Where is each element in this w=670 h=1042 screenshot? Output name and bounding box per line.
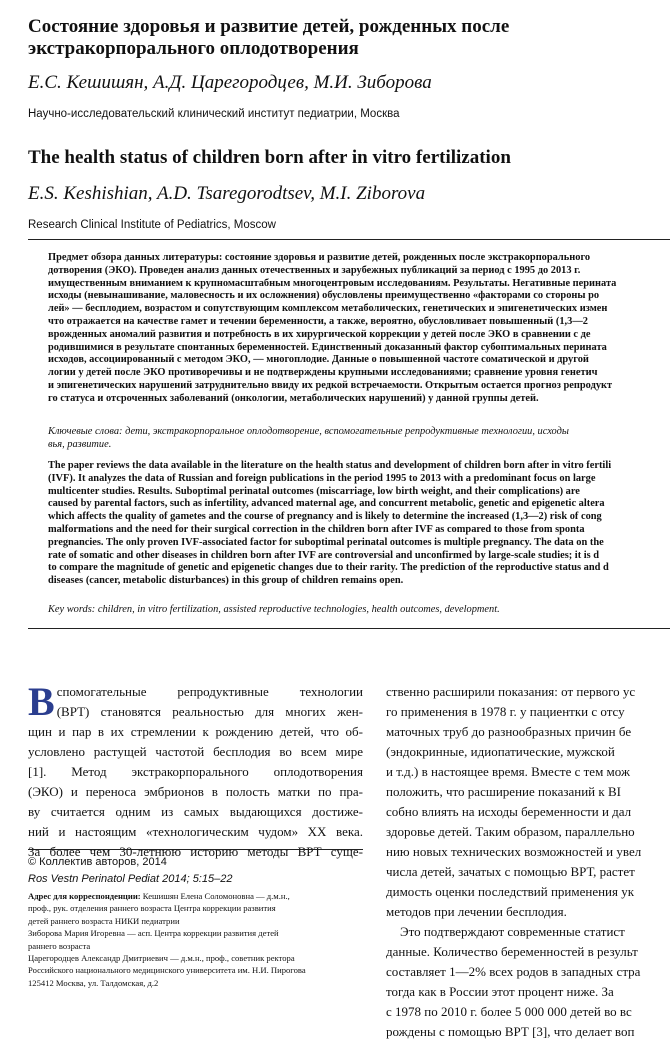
abstract-en-line: malformations and the need for their surgical correction in the children born after IVF as compared to those from sponta: [48, 523, 585, 535]
body-column-right: [386, 682, 670, 1042]
abstract-en-line: to compare the magnitude of genetic and epigenetic changes due to their rarity. The prediction of the reproductive status and d: [48, 562, 609, 574]
abstract-ru-line: имущественным вниманием к крупномасштабным многоцентровым исследованиям. Результаты. Негативные перината: [48, 277, 617, 289]
abstract-ru-line: лей» — бесплодием, возрастом и сопутствующим комплексом метаболических, генетических и эпигенетических измен: [48, 303, 608, 315]
body-line: ний и настоящим «технологическим чудом» XX века.: [28, 824, 363, 839]
footnote-line: детей раннего возраста НИКИ педиатрии: [28, 915, 180, 926]
body-line: [1]. Метод экстракорпорального оплодотворения: [28, 764, 363, 779]
abstract-ru-line: логии у детей после ЭКО противоречивы и не подтверждены крупными исследованиями; сравнение уровня генетич: [48, 367, 598, 379]
body-line: ву считается одним из самых выдающихся достиже-: [28, 804, 363, 819]
abstract-en-line: caused by parental factors, such as infertility, advanced maternal age, and concurrent metabolic, genetic and epigenetic altera: [48, 498, 605, 510]
footnote-line: раннего возраста: [28, 940, 91, 951]
body-line: нию новых технических возможностей и увел: [386, 844, 642, 859]
body-line: маточных труб до разнообразных причин бе: [386, 724, 632, 739]
body-line: составляет 1—2% всех родов в западных стра: [386, 964, 641, 979]
abstract-top-rule: [28, 239, 670, 240]
body-line: числа детей, зачатых с помощью ВРТ, растет: [386, 864, 635, 879]
body-line: тогда как в России этот процент ниже. За: [386, 984, 614, 999]
keywords-ru-line: Ключевые слова: дети, экстракорпоральное оплодотворение, вспомогательные репродуктивные технологии, исходы: [48, 426, 569, 437]
abstract-ru-line: исходов, ассоциированный с методом ЭКО, — многоплодие. Данные о повышенной частоте соматической и другой: [48, 354, 589, 366]
correspondence-footnote: [28, 890, 363, 989]
body-line: (ЭКО) и переноса эмбрионов в полость матки по пра-: [28, 784, 363, 799]
body-line: условлено растущей частотой бесплодия во всем мире: [28, 744, 363, 759]
abstract-bottom-rule: [28, 628, 670, 629]
abstract-en-line: rate of somatic and other diseases in children born after IVF are controversial and unconfirmed by large-scale studies; it is d: [48, 549, 600, 561]
footnote-line: Зиборова Мария Игоревна — асп. Центра коррекции развития детей: [28, 928, 279, 939]
body-line: Это подтверждают современные статист: [400, 924, 625, 939]
authors-en: E.S. Keshishian, A.D. Tsaregorodtsev, M.I. Ziborova: [28, 183, 426, 204]
abstract-en-line: (IVF). It analyzes the data of Russian and foreign publications in the period 1995 to 2013 with a predominant focus on large: [48, 472, 596, 484]
abstract-en-line: multicenter studies. Results. Suboptimal perinatal outcomes (miscarriage, low birth weight, and their complications) are: [48, 485, 580, 497]
drop-cap: В: [28, 679, 55, 724]
abstract-ru-line: дотворения (ЭКО). Проведен анализ данных отечественных и зарубежных публикаций за период с 1995 до 2013 г.: [48, 264, 581, 276]
footnote-line: Российского национального медицинского университета им. Н.И. Пирогова: [28, 965, 306, 976]
keywords-en: [48, 604, 670, 617]
body-line: (эндокринные, идиопатические, мужской: [386, 744, 615, 759]
body-line: спомогательные репродуктивные технологии: [56, 684, 363, 699]
abstract-ru-line: врожденных аномалий развития и потребность в их хирургической коррекции у детей после ЭКО в сравнении с де: [48, 328, 591, 340]
body-line: и т.д.) в настоящее время. Вместе с тем мож: [386, 764, 630, 779]
institution-ru: Научно-исследовательский клинический институт педиатрии, Москва: [28, 108, 400, 120]
journal-citation: Ros Vestn Perinatol Pediat 2014; 5:15–22: [28, 873, 233, 885]
body-line: здоровье детей. Таким образом, параллельно: [386, 824, 635, 839]
body-line: (ВРТ) становятся реальностью для многих жен-: [56, 704, 363, 719]
abstract-en-line: diseases (cancer, metabolic disturbances) in this group of children remains open.: [48, 575, 404, 587]
keywords-en-line: Key words: children, in vitro fertilization, assisted reproductive technologies, health outcomes, development.: [48, 604, 500, 615]
abstract-en: [48, 460, 670, 588]
abstract-ru-line: го статуса и отсроченных заболеваний (онкологии, метаболических нарушений) у данной группы детей.: [48, 392, 539, 404]
address-label: Адрес для корреспонденции:: [28, 891, 141, 901]
copyright: © Коллектив авторов, 2014: [28, 856, 167, 868]
abstract-en-line: which affects the quality of gametes and the course of pregnancy and is likely to determine the increased (1,3—2) risk of cong: [48, 511, 602, 523]
article-title-ru: Состояние здоровья и развитие детей, рожденных после экстракорпорального оплодотворения: [28, 16, 510, 59]
body-line: методов при лечении бесплодия.: [386, 904, 567, 919]
footnote-line: Царегородцев Александр Дмитриевич — д.м.н., проф., советник ректора: [28, 953, 295, 964]
abstract-ru-line: и эпигенетических нарушений затруднительно ввиду их редкой встречаемости. Открытым остается прогноз репродукт: [48, 379, 613, 391]
abstract-ru-line: что отражается на качестве гамет и течении беременности, а также, вероятно, обусловливает повышенный (1,3—2: [48, 315, 588, 327]
body-line: ственно расширили показания: от первого ус: [386, 684, 636, 699]
body-line: За более чем 30-летнюю историю методы ВРТ суще-: [28, 844, 363, 859]
abstract-ru: [48, 252, 670, 406]
abstract-ru-line: Предмет обзора данных литературы: состояние здоровья и развитие детей, рожденных после экстракорпорального: [48, 252, 591, 263]
body-line: димость оценки последствий применения ук: [386, 884, 635, 899]
body-line: собно влиять на исходы беременности и дал: [386, 804, 632, 819]
body-line: го применения в 1978 г. у пациентки с отсу: [386, 704, 625, 719]
abstract-ru-line: родившимися в результате спонтанных беременностей. Единственный доказанный фактор субоптимальных перината: [48, 341, 607, 353]
institution-en: Research Clinical Institute of Pediatrics, Moscow: [28, 219, 276, 231]
keywords-ru-line: вья, развитие.: [48, 438, 112, 450]
footnote-rule: [28, 849, 363, 850]
abstract-en-line: The paper reviews the data available in the literature on the health status and development of children born after in vitro fertili: [48, 460, 612, 471]
footnote-line: проф., рук. отделения раннего возраста Центра коррекции развития: [28, 903, 276, 914]
footnote-line-0: [28, 890, 363, 902]
footnote-line: 125412 Москва, ул. Талдомская, д.2: [28, 977, 159, 988]
body-line: положить, что расширение показаний к ВІ: [386, 784, 621, 799]
body-line: данные. Количество беременностей в результ: [386, 944, 638, 959]
abstract-en-line: pregnancies. The only proven IVF-associated factor for suboptimal perinatal outcomes is multiple pregnancy. The data on the: [48, 536, 604, 548]
body-line: щин и пар в их стремлении к рождению детей, что об-: [28, 724, 363, 739]
body-line: с 1978 по 2010 г. более 5 000 000 детей во вс: [386, 1004, 632, 1019]
authors-ru: Е.С. Кешишян, А.Д. Царегородцев, М.И. Зиборова: [28, 72, 432, 93]
footnote-text: Кешишян Елена Соломоновна — д.м.н.,: [140, 891, 290, 901]
body-column-left: [28, 679, 363, 862]
article-title-en: The health status of children born after in vitro fertilization: [28, 147, 511, 168]
body-line: рождены с помощью ВРТ [3], что делает воп: [386, 1024, 635, 1039]
abstract-ru-line: исходы (невынашивание, маловесность и их осложнения) обусловлены преимущественно «факторами со стороны ро: [48, 290, 600, 302]
keywords-ru: [48, 426, 670, 452]
